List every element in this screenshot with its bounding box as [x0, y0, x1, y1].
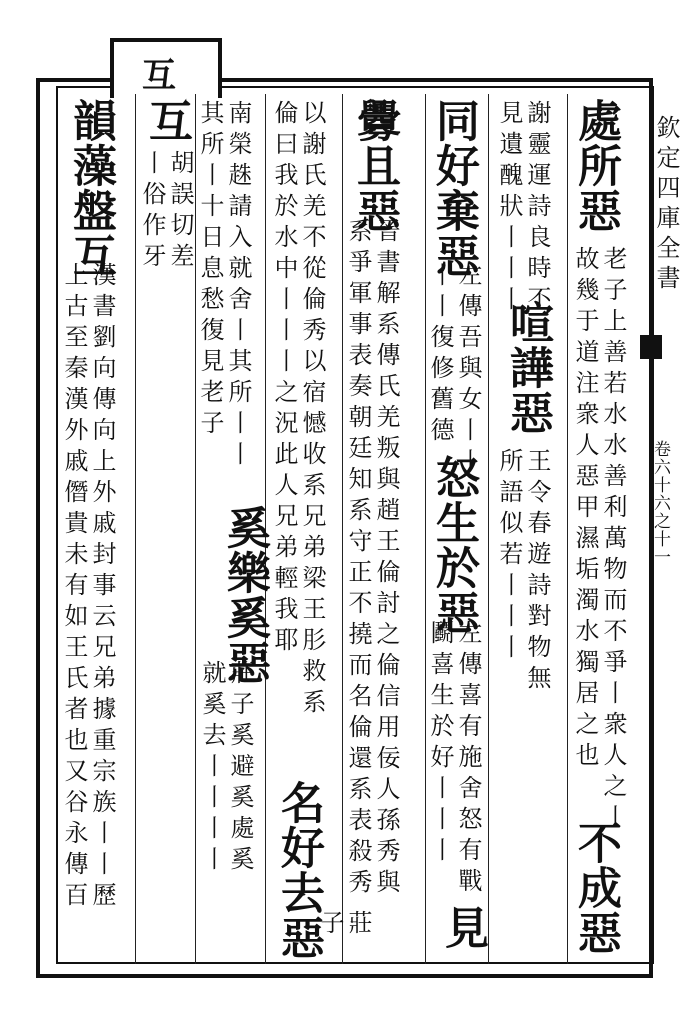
annotation-line: 莊 — [344, 910, 372, 941]
annotation-line: 左傳喜有施舍怒有戰 — [454, 620, 482, 899]
annotation-line: 王令春遊詩對物無 — [523, 448, 551, 696]
headword: 處所惡 — [570, 98, 621, 233]
juan-number: 卷六十六之十一 — [650, 440, 670, 566]
annotation-line: 子 — [316, 910, 344, 941]
annotation-line: 故幾于道注衆人惡甲濕垢濁水獨居之也 — [571, 246, 599, 773]
annotation-line: 左傳吾與女丨丨 — [454, 262, 482, 479]
headword: 釁且惡 — [349, 98, 400, 233]
column-rule — [567, 94, 568, 964]
headword: 韻藻盤互 — [65, 98, 116, 278]
annotation-line: 上古至秦漢外戚僭貴未有如王氏者也又谷永傳百 — [60, 262, 88, 913]
annotation-pair — [198, 100, 250, 472]
fishtail-mark — [640, 335, 662, 359]
annotation-line: 見遺醜狀丨丨丨 — [495, 100, 523, 317]
annotation-pair — [497, 100, 549, 317]
column-rule — [342, 94, 343, 964]
column-rule — [135, 94, 136, 964]
annotation-line: 漢書劉向傳向上外戚封事云兄弟據重宗族丨丨歷 — [88, 262, 116, 913]
annotation-pair — [497, 448, 549, 696]
annotation-line: 老子上善若水水善利萬物而不爭丨衆人之丨 — [599, 246, 627, 835]
annotation-line: 倫曰我於水中丨丨丨之況此人兄弟輕我耶 — [270, 100, 298, 658]
annotation-pair — [140, 150, 192, 274]
annotation-pair — [200, 660, 252, 877]
annotation-line: 莊子奚避奚處奚 — [226, 660, 254, 877]
headword: 不成惡 — [570, 820, 621, 955]
annotation-line: 所語似若丨丨丨 — [495, 448, 523, 665]
headword: 互 — [141, 98, 192, 143]
annotation-line: 南榮趎請入就舍丨其所丨丨 — [224, 100, 252, 472]
headword: 見 — [437, 905, 488, 950]
section-char: 互 — [142, 56, 176, 96]
annotation-pair — [428, 620, 480, 899]
annotation-line: 系爭軍事表奏朝廷知系守正不撓而名倫還系表殺秀 — [344, 218, 372, 900]
annotation-pair — [573, 246, 625, 835]
top-rule — [222, 78, 653, 82]
headword: 怒生於惡 — [428, 455, 479, 635]
headword: 喧譁惡 — [502, 300, 553, 435]
column-rule — [488, 94, 489, 964]
annotation-line: 丨丨復修舊德 — [426, 262, 454, 448]
annotation-line: 以謝氏羌不從倫秀以宿憾收系兄弟梁王肜救系 — [298, 100, 326, 720]
headword: 同好棄惡 — [428, 98, 479, 278]
annotation-line: 就奚去丨丨丨丨 — [198, 660, 226, 877]
annotation-line: 丨俗作牙 — [138, 150, 166, 274]
section-tab — [110, 38, 222, 98]
annotation-line: 胡誤切差 — [166, 150, 194, 274]
annotation-pair — [428, 262, 480, 479]
annotation-line: 鬬喜生於好丨丨丨 — [426, 620, 454, 868]
annotation-pair — [62, 262, 114, 913]
annotation-line: 謝靈運詩良時不 — [523, 100, 551, 317]
annotation-pair — [272, 100, 324, 720]
book-title-header: 欽定四庫全書 — [652, 115, 680, 295]
annotation-line: 晉書解系傳氏羌叛與趙王倫討之倫信用佞人孫秀與 — [372, 218, 400, 900]
headword: 名好去惡 — [273, 780, 324, 960]
annotation-line: 其所丨十日息愁復見老子 — [196, 100, 224, 441]
headword: 奚樂奚惡 — [219, 505, 270, 685]
annotation-pair — [318, 910, 370, 941]
annotation-pair — [346, 218, 398, 900]
